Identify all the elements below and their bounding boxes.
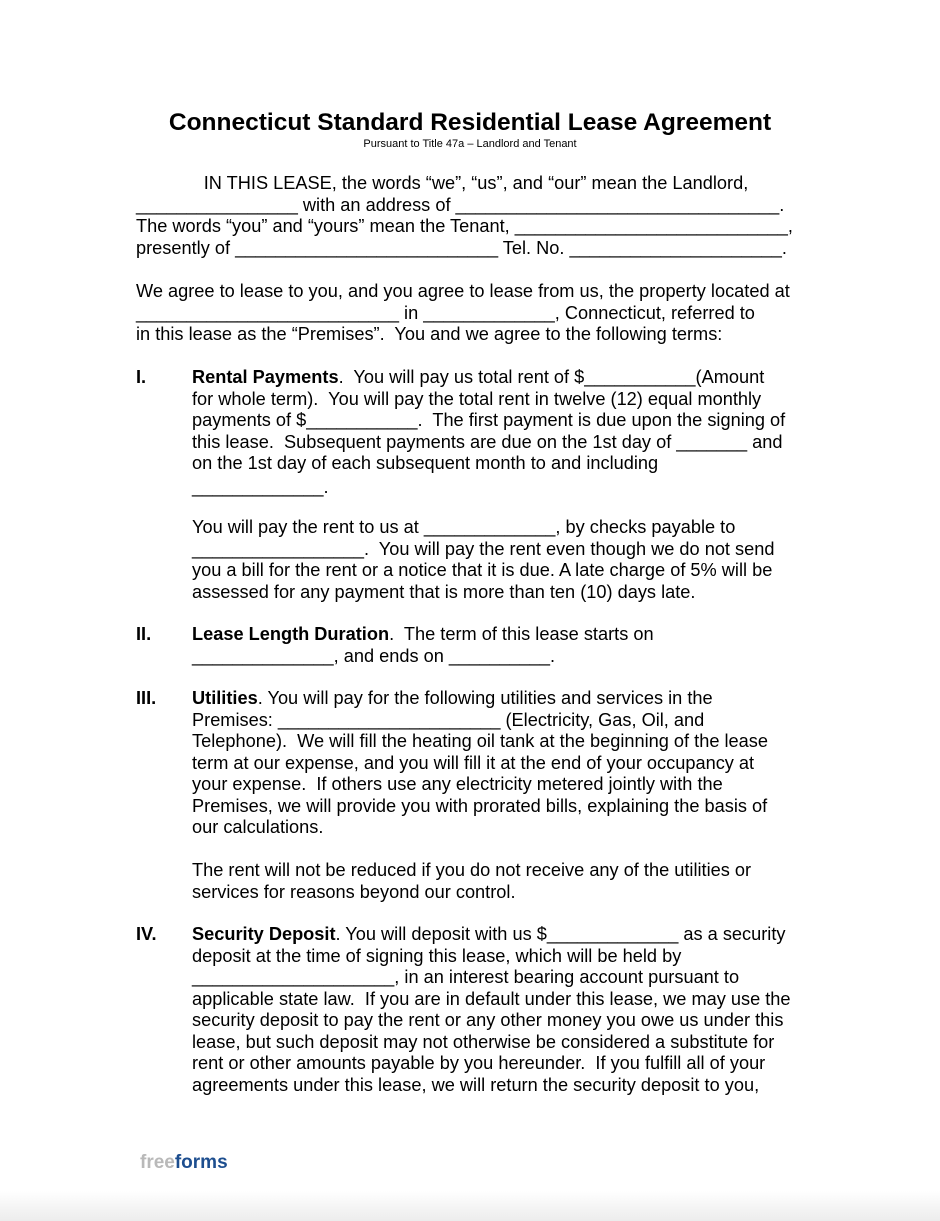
section-numeral: II. xyxy=(136,624,152,644)
section-paragraph xyxy=(192,860,816,903)
premises-line: We agree to lease to you, and you agree to lease from us, the property located at xyxy=(136,281,790,301)
premises-paragraph xyxy=(136,281,816,346)
section-line: deposit at the time of signing this lease, which will be held by xyxy=(192,945,682,966)
section-line: lease, but such deposit may not otherwise be considered a substitute for xyxy=(192,1031,775,1052)
intro-line: The words “you” and “yours” mean the Tenant, ___________________________, xyxy=(136,216,793,236)
section-paragraph xyxy=(192,924,816,1096)
section-heading: Rental Payments xyxy=(192,367,339,387)
section-text: . You will pay for the following utilities and services in the xyxy=(257,688,713,708)
section-line: Premises, we will provide you with prorated bills, explaining the basis of xyxy=(192,795,768,816)
section-paragraph xyxy=(192,517,816,603)
section-line: you a bill for the rent or a notice that it is due. A late charge of 5% will be xyxy=(192,560,773,580)
section-line: _____________. xyxy=(192,476,329,497)
section-numeral: III. xyxy=(136,688,157,708)
section-text: . You will pay us total rent of $___________(Amount xyxy=(338,367,765,387)
section-heading: Security Deposit xyxy=(192,924,336,944)
section-line: security deposit to pay the rent or any other money you owe us under this xyxy=(192,1010,784,1030)
premises-line: in this lease as the “Premises”. You and we agree to the following terms: xyxy=(136,324,723,344)
section-line: applicable state law. If you are in default under this lease, we may use the xyxy=(192,988,791,1009)
section-line: term at our expense, and you will fill it at the end of your occupancy at xyxy=(192,752,755,773)
section-line: on the 1st day of each subsequent month to and including xyxy=(192,453,659,473)
section-line: ______________, and ends on __________. xyxy=(192,645,556,666)
section-line: assessed for any payment that is more than ten (10) days late. xyxy=(192,581,696,602)
page-bottom-shadow xyxy=(0,1191,940,1221)
section-line: rent or other amounts payable by you hereunder. If you fulfill all of your xyxy=(192,1053,766,1073)
section-line: The rent will not be reduced if you do not receive any of the utilities or xyxy=(192,860,752,880)
section-heading: Lease Length Duration xyxy=(192,624,390,644)
section-line: Telephone). We will fill the heating oil tank at the beginning of the lease xyxy=(192,731,768,751)
section-line: services for reasons beyond our control. xyxy=(192,881,516,902)
section-line: Premises: ______________________ (Electricity, Gas, Oil, and xyxy=(192,709,705,730)
section-line: payments of $___________. The first payment is due upon the signing of xyxy=(192,410,786,430)
section-text: . The term of this lease starts on xyxy=(389,624,654,644)
section-line: _________________. You will pay the rent even though we do not send xyxy=(192,538,775,559)
section-numeral: IV. xyxy=(136,924,157,944)
logo-text-forms: forms xyxy=(174,1152,228,1173)
intro-line: presently of __________________________ Tel. No. _____________________. xyxy=(136,237,787,258)
section-paragraph xyxy=(192,624,816,667)
document-title: Connecticut Standard Residential Lease Agreement xyxy=(168,109,772,136)
intro-line: ________________ with an address of ________________________________. xyxy=(136,194,785,215)
section-text: . You will deposit with us $_____________ as a security xyxy=(335,924,786,944)
premises-line: __________________________ in _____________, Connecticut, referred to xyxy=(136,302,755,323)
section-line: our calculations. xyxy=(192,817,324,837)
section-numeral: I. xyxy=(136,367,147,387)
section-paragraph xyxy=(192,367,816,498)
freeforms-logo[interactable] xyxy=(140,1152,228,1174)
section-line: agreements under this lease, we will return the security deposit to you, xyxy=(192,1074,760,1095)
intro-paragraph xyxy=(136,173,816,259)
section-line: for whole term). You will pay the total rent in twelve (12) equal monthly xyxy=(192,388,762,409)
logo-text-free: free xyxy=(140,1152,175,1173)
section-line: ____________________, in an interest bearing account pursuant to xyxy=(192,967,740,987)
document-subtitle: Pursuant to Title 47a – Landlord and Tenant xyxy=(363,138,577,150)
section-paragraph xyxy=(192,688,816,839)
section-line: You will pay the rent to us at _____________, by checks payable to xyxy=(192,517,736,537)
intro-line: IN THIS LEASE, the words “we”, “us”, and “our” mean the Landlord, xyxy=(203,173,749,193)
section-line: this lease. Subsequent payments are due on the 1st day of _______ and xyxy=(192,431,783,452)
section-heading: Utilities xyxy=(192,688,258,708)
section-line: your expense. If others use any electricity metered jointly with the xyxy=(192,774,723,794)
